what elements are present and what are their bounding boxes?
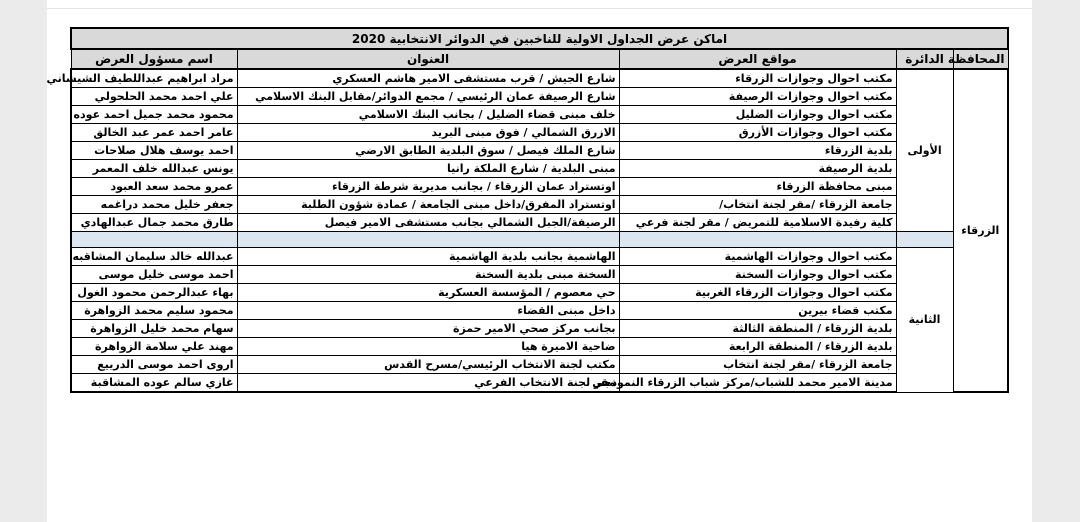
address-cell: اوتستراد المفرق/داخل مبنى الجامعة / عمادة شؤون الطلبة <box>237 196 619 214</box>
location-cell: بلدية الزرقاء / المنطقة الرابعة <box>619 338 896 356</box>
table-row <box>71 284 1008 302</box>
separator-cell <box>71 232 237 248</box>
separator-cell <box>896 232 953 248</box>
officer-cell: محمود سليم محمد الزواهرة <box>71 302 237 320</box>
location-cell: جامعة الزرقاء /مقر لجنة انتخاب <box>619 356 896 374</box>
officer-cell: مراد ابراهيم عبداللطيف الشيشاني <box>71 69 237 88</box>
location-cell: بلدية الزرقاء / المنطقة الثالثة <box>619 320 896 338</box>
table-row <box>71 69 1008 88</box>
spreadsheet-page <box>47 0 1032 522</box>
table-row <box>71 266 1008 284</box>
location-cell: مكتب احوال وجوازات الهاشمية <box>619 248 896 266</box>
table-row <box>71 88 1008 106</box>
officer-cell: احمد يوسف هلال صلاحات <box>71 142 237 160</box>
address-cell: شارع الجيش / قرب مستشفى الامير هاشم العسكري <box>237 69 619 88</box>
district-cell: الثانية <box>896 248 953 393</box>
officer-cell: غازي سالم عوده المشاقبة <box>71 374 237 393</box>
officer-cell: احمد موسى خليل موسى <box>71 266 237 284</box>
officer-cell: طارق محمد جمال عبدالهادي <box>71 214 237 232</box>
officer-cell: علي احمد محمد الحلحولي <box>71 88 237 106</box>
location-cell: بلدية الرصيفة <box>619 160 896 178</box>
table-row <box>71 160 1008 178</box>
address-cell: شارع الملك فيصل / سوق البلدية الطابق الارضي <box>237 142 619 160</box>
location-cell: مكتب احوال وجوازات الرصيفة <box>619 88 896 106</box>
officer-cell: عامر احمد عمر عبد الخالق <box>71 124 237 142</box>
officer-cell: سهام محمد خليل الزواهرة <box>71 320 237 338</box>
officer-cell: مهند علي سلامة الزواهرة <box>71 338 237 356</box>
address-cell: الهاشمية بجانب بلدية الهاشمية <box>237 248 619 266</box>
display-locations-table <box>46 27 1009 393</box>
location-cell: مبنى محافظة الزرقاء <box>619 178 896 196</box>
address-cell: الازرق الشمالي / فوق مبنى البريد <box>237 124 619 142</box>
location-cell: كلية رفيدة الاسلامية للتمريض / مقر لجنة فرعي <box>619 214 896 232</box>
address-cell: داخل مبنى القضاء <box>237 302 619 320</box>
location-cell: جامعة الزرقاء /مقر لجنة انتخاب/ <box>619 196 896 214</box>
address-cell: خلف مبنى قضاء الضليل / بجانب البنك الاسلامي <box>237 106 619 124</box>
location-cell: بلدية الزرقاء <box>619 142 896 160</box>
header-governorate: المحافظة <box>953 49 1008 69</box>
table-row <box>71 356 1008 374</box>
address-cell: بجانب مركز صحي الامير حمزة <box>237 320 619 338</box>
address-cell: الرصيفة/الجبل الشمالي بجانب مستشفى الامير فيصل <box>237 214 619 232</box>
officer-cell: عبدالله خالد سليمان المشاقبه <box>71 248 237 266</box>
officer-cell: عمرو محمد سعد العبود <box>71 178 237 196</box>
table-title: اماكن عرض الجداول الاولية للناخبين في الدوائر الانتخابية 2020 <box>71 28 1008 49</box>
page-top-border <box>47 8 1032 9</box>
governorate-cell: الزرقاء <box>953 69 1008 392</box>
officer-cell: جعفر خليل محمد دراغمه <box>71 196 237 214</box>
table-row <box>71 178 1008 196</box>
officer-cell: اروى احمد موسى الدرييع <box>71 356 237 374</box>
location-cell: مكتب احوال وجوازات السخنة <box>619 266 896 284</box>
address-cell: حي معصوم / المؤسسة العسكرية <box>237 284 619 302</box>
location-cell: مكتب احوال وجوازات الزرقاء <box>619 69 896 88</box>
address-cell: مكتب لجنة الانتخاب الرئيسي/مسرح القدس <box>237 356 619 374</box>
header-officer: اسم مسؤول العرض <box>71 49 237 69</box>
separator-row <box>71 232 1008 248</box>
separator-cell <box>237 232 619 248</box>
table-body <box>46 69 1008 392</box>
location-cell: مدينة الامير محمد للشباب/مركز شباب الزرقاء النموذجي <box>619 374 896 393</box>
header-district: الدائرة <box>896 49 953 69</box>
location-cell: مكتب احوال وجوازات الزرقاء الغربية <box>619 284 896 302</box>
officer-cell: بهاء عبدالرحمن محمود الغول <box>71 284 237 302</box>
table-row <box>71 124 1008 142</box>
address-cell: اوتستراد عمان الزرقاء / بجانب مديرية شرطة الزرقاء <box>237 178 619 196</box>
district-cell: الأولى <box>896 69 953 232</box>
location-cell: مكتب قضاء بيرين <box>619 302 896 320</box>
table-header-row <box>71 49 1008 69</box>
table-row <box>71 302 1008 320</box>
table-row <box>71 106 1008 124</box>
address-cell: ضاحية الاميرة هيا <box>237 338 619 356</box>
location-cell: مكتب احوال وجوازات الضليل <box>619 106 896 124</box>
separator-cell <box>619 232 896 248</box>
address-cell: شارع الرصيفة عمان الرئيسي / مجمع الدوائر/مقابل البنك الاسلامي <box>237 88 619 106</box>
address-cell: السخنة مبنى بلدية السخنة <box>237 266 619 284</box>
address-cell: مبنى البلدية / شارع الملكة رانيا <box>237 160 619 178</box>
header-location: مواقع العرض <box>619 49 896 69</box>
table-row <box>71 142 1008 160</box>
location-cell: مكتب احوال وجوازات الأزرق <box>619 124 896 142</box>
officer-cell: يونس عبدالله خلف المعمر <box>71 160 237 178</box>
table-title-row <box>71 28 1008 49</box>
table-row <box>71 248 1008 266</box>
table-row <box>71 374 1008 393</box>
table-row <box>71 338 1008 356</box>
address-cell: مقر لجنة الانتخاب الفرعي <box>237 374 619 393</box>
table-row <box>71 320 1008 338</box>
table-row <box>71 214 1008 232</box>
header-address: العنوان <box>237 49 619 69</box>
table-row <box>71 196 1008 214</box>
officer-cell: محمود محمد جميل احمد عوده <box>71 106 237 124</box>
